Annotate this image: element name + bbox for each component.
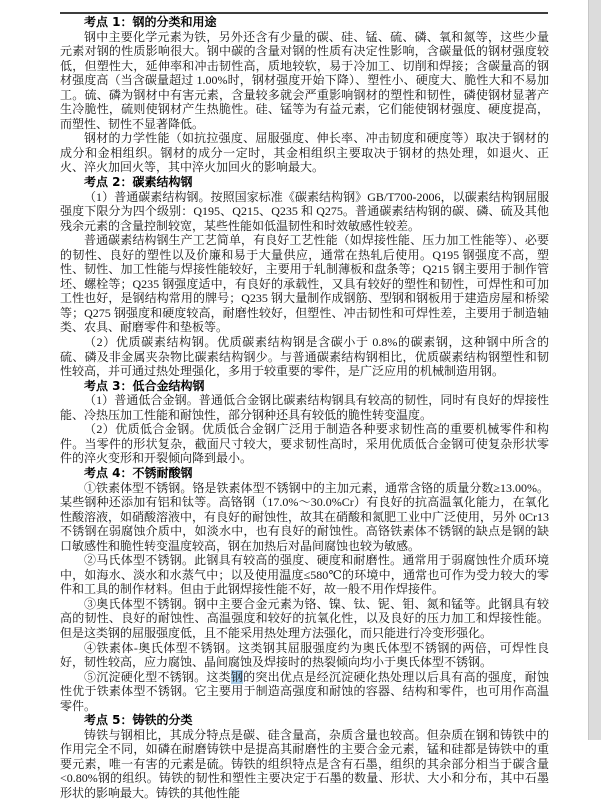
paragraph: ③奥氏体型不锈钢。钢中主要合金元素为铬、镍、钛、铌、钼、氮和锰等。此钢具有较高的韧性、良好的耐蚀性、高温强度和较好的抗氧化性，以及良好的压力加工和焊接性能。但是这类钢的屈服强度低，且不能采用热处理方法强化，而只能进行冷变形强化。 [60, 596, 549, 640]
paragraph: （2）优质低合金钢。优质低合金钢广泛用于制造各种要求韧性高的重要机械零件和构件。当零件的形状复杂，截面尺寸较大，要求韧性高时，采用优质低合金钢可使复杂形状零件的淬火变形和开裂倾向降到最小。 [60, 422, 549, 466]
highlighted-text: 钢 [230, 669, 244, 684]
right-gutter [588, 0, 601, 740]
section-heading: 考点 5：铸铁的分类 [84, 713, 193, 728]
paragraph: 普通碳素结构钢生产工艺简单，有良好工艺性能（如焊接性能、压力加工性能等）、必要的韧性、良好的塑性以及价廉和易于大量供应，通常在热轧后使用。Q195 钢强度不高，塑性、韧性、加工性能与焊接性能较好，主要用于轧制薄板和盘条等；Q215 钢主要用于制作管坯、螺栓等；Q235 钢强度适中，有良好的承载性，又具有较好的塑性和韧性，可焊性和可加工性也好，是钢结构常用的牌号；Q235 钢大量制作成钢筋、型钢和钢板用于建造房屋和桥梁等；Q275 钢强度和硬度较高，耐磨性较好，但塑性、冲击韧性和可焊性差，主要用于制造轴类、农具、耐磨零件和垫板等。 [60, 233, 549, 335]
top-rule [60, 12, 548, 14]
section-heading: 考点 4：不锈耐酸钢 [84, 465, 193, 480]
section-heading: 考点 3：低合金结构钢 [84, 378, 205, 393]
paragraph: 钢中主要化学元素为铁，另外还含有少量的碳、硅、锰、硫、磷、氧和氮等，这些少量元素对钢的性质影响很大。钢中碳的含量对钢的性质有决定性影响，含碳量低的钢材强度较低，但塑性大，延伸率和冲击韧性高，质地较软，易于冷加工、切削和焊接；含碳量高的钢材强度高（当含碳量超过 1.00%时，钢材强度开始下降）、塑性小、硬度大、脆性大和不易加工。硫、磷为钢材中有害元素，含量较多就会严重影响钢材的塑性和韧性，磷使钢材显著产生冷脆性，硫则使钢材产生热脆性。硅、锰等为有益元素，它们能使钢材强度、硬度提高，而塑性、韧性不显著降低。 [60, 29, 549, 131]
text-segment: ⑤沉淀硬化型不锈钢。这类 [84, 669, 231, 684]
paragraph: （1）普通低合金钢。普通低合金钢比碳素结构钢具有较高的韧性，同时有良好的焊接性能、冷热压加工性能和耐蚀性，部分钢种还具有较低的脆性转变温度。 [60, 393, 549, 422]
document-content [60, 15, 549, 801]
paragraph: （1）普通碳素结构钢。按照国家标准《碳素结构钢》GB/T700-2006，以碳素结构钢屈服强度下限分为四个级别：Q195、Q215、Q235 和 Q275。普通碳素结构钢的碳、磷、硫及其他残余元素的含量控制较宽，某些性能如低温韧性和时效敏感性较差。 [60, 189, 549, 233]
paragraph: ①铁素体型不锈钢。铬是铁素体型不锈钢中的主加元素，通常含铬的质量分数≥13.00%。某些钢种还添加有铝和钛等。高铬钢（17.0%～30.0%Cr）有良好的抗高温氧化能力，在氧化性酸溶液，如硝酸溶液中，有良好的耐蚀性，故其在硝酸和氮肥工业中广泛使用，另外 0Cr13 不锈钢在弱腐蚀介质中，如淡水中，也有良好的耐蚀性。高铬铁素体不锈钢的缺点是钢的缺口敏感性和脆性转变温度较高，钢在加热后对晶间腐蚀也较为敏感。 [60, 480, 550, 553]
text-segment: 的突出优点是经沉淀硬化热处理以后具有高的强度，耐蚀性优于铁素体型不锈钢。它主要用于制造高强度和耐蚀的容器、结构和零件，也可用作高温零件。 [60, 669, 549, 713]
paragraph [60, 670, 549, 714]
paragraph: （2）优质碳素结构钢。优质碳素结构钢是含碳小于 0.8%的碳素钢，这种钢中所含的硫、磷及非金属夹杂物比碳素结构钢少。与普通碳素结构钢相比，优质碳素结构钢塑性和韧性较高，并可通过热处理强化，多用于较重要的零件，是广泛应用的机械制造用钢。 [60, 335, 549, 379]
section-heading: 考点 2：碳素结构钢 [84, 175, 193, 190]
paragraph: 铸铁与钢相比，其成分特点是碳、硅含量高，杂质含量也较高。但杂质在钢和铸铁中的作用完全不同，如磷在耐磨铸铁中是提高其耐磨性的主要合金元素，锰和硅都是铸铁中的重要元素，唯一有害的元素是硫。铸铁的组织特点是含有石墨，组织的其余部分相当于碳含量<0.80%钢的组织。铸铁的韧性和塑性主要决定于石墨的数量、形状、大小和分布，其中石墨形状的影响最大。铸铁的其他性能 [60, 727, 549, 800]
paragraph: ④铁素体-奥氏体型不锈钢。这类钢其屈服强度约为奥氏体型不锈钢的两倍，可焊性良好，韧性较高，应力腐蚀、晶间腐蚀及焊接时的热裂倾向均小于奥氏体型不锈钢。 [60, 640, 549, 670]
paragraph: ②马氏体型不锈钢。此钢具有较高的强度、硬度和耐磨性。通常用于弱腐蚀性介质环境中，如海水、淡水和水蒸气中；以及使用温度≤580℃的环境中，通常也可作为受力较大的零件和工具的制作材料。但由于此钢焊接性能不好，故一般不用作焊接件。 [60, 553, 549, 597]
paragraph: 钢材的力学性能（如抗拉强度、屈服强度、伸长率、冲击韧度和硬度等）取决于钢材的成分和金相组织。钢材的成分一定时，其金相组织主要取决于钢材的热处理，如退火、正火、淬火加回火等，其中淬火加回火的影响最大。 [60, 131, 549, 175]
section-heading: 考点 1：钢的分类和用途 [84, 15, 217, 29]
